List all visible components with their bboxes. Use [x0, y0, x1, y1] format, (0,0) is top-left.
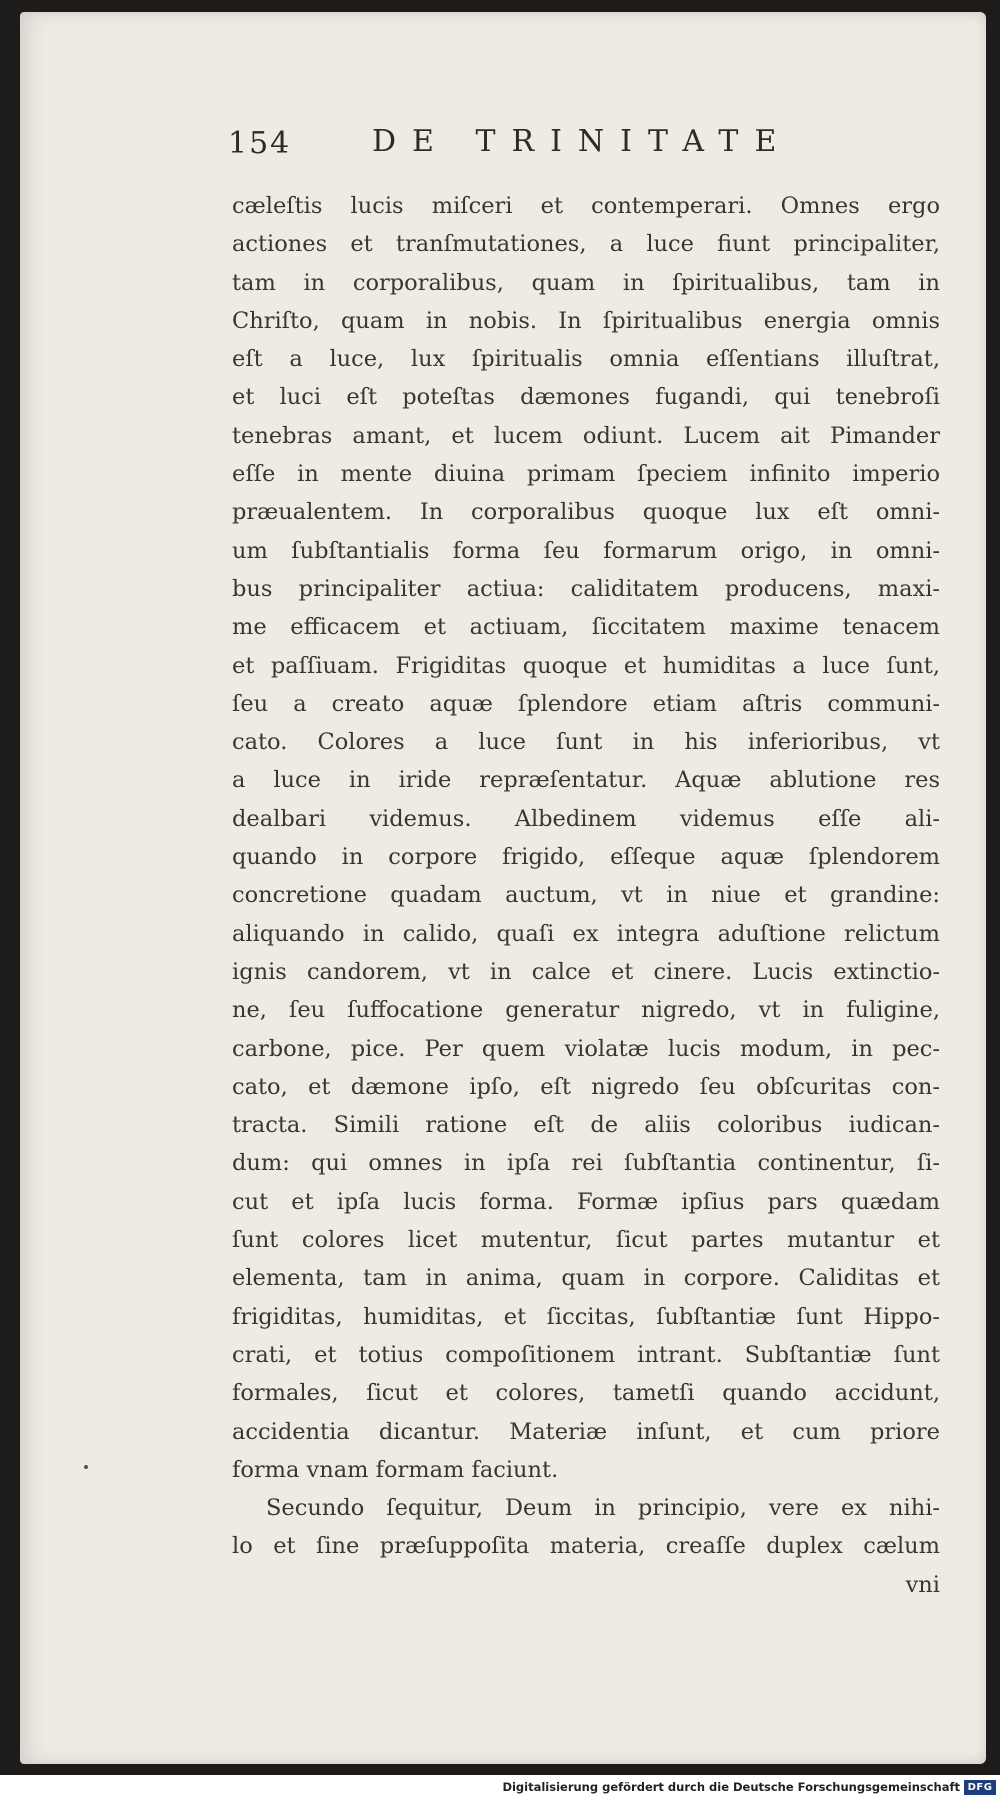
text-line: præualentem. In corporalibus quoque lux eſt omni-	[232, 499, 940, 526]
text-line: bus principaliter actiua: caliditatem producens, maxi-	[232, 575, 940, 602]
text-line: quando in corpore frigido, eſſeque aquæ ſplendorem	[232, 844, 940, 871]
text-line: crati, et totius compoſitionem intrant. Subſtantiæ ſunt	[232, 1341, 940, 1368]
text-line: accidentia dicantur. Materiæ inſunt, et cum priore	[232, 1418, 940, 1445]
text-line: et paſſiuam. Frigiditas quoque et humiditas a luce ſunt,	[232, 652, 940, 679]
text-line: eſſe in mente diuina primam ſpeciem infinito imperio	[232, 461, 940, 488]
text-line: me efficacem et actiuam, ſiccitatem maxime tenacem	[232, 614, 940, 641]
text-line: eſt a luce, lux ſpiritualis omnia eſſentians illuſtrat,	[232, 346, 940, 373]
text-line: forma vnam formam faciunt.	[232, 1456, 559, 1483]
text-line: et luci eſt poteſtas dæmones fugandi, qui tenebroſi	[232, 384, 940, 411]
text-line: um ſubſtantialis forma ſeu formarum origo, in omni-	[232, 537, 940, 564]
text-line: cut et ipſa lucis forma. Formæ ipſius pars quædam	[232, 1188, 940, 1215]
text-line: cato. Colores a luce ſunt in his inferioribus, vt	[232, 729, 940, 756]
text-line: ſeu a creato aquæ ſplendore etiam aſtris communi-	[232, 690, 940, 717]
text-line: cato, et dæmone ipſo, eſt nigredo ſeu obſcuritas con-	[232, 1073, 940, 1100]
dfg-logo: DFG	[964, 1780, 996, 1795]
paragraph-start-line: Secundo ſequitur, Deum in principio, vere ex nihi-	[266, 1495, 940, 1522]
text-line: dealbari videmus. Albedinem videmus eſſe ali-	[232, 805, 940, 832]
page-number: 154	[228, 126, 292, 161]
footer-bar	[0, 1775, 1000, 1803]
page-header	[228, 120, 808, 160]
footer-credit: Digitalisierung gefördert durch die Deutsche Forschungsgemeinschaft	[502, 1780, 960, 1794]
text-line: Chriſto, quam in nobis. In ſpiritualibus energia omnis	[232, 307, 940, 334]
text-line: concretione quadam auctum, vt in niue et grandine:	[232, 882, 940, 909]
text-line: cæleſtis lucis miſceri et contemperari. Omnes ergo	[232, 193, 940, 219]
text-line: tam in corporalibus, quam in ſpiritualibus, tam in	[232, 269, 940, 296]
body-text	[232, 187, 940, 1604]
text-line: aliquando in calido, quaſi ex integra aduſtione relictum	[232, 920, 940, 947]
text-line: carbone, pice. Per quem violatæ lucis modum, in pec-	[232, 1035, 940, 1062]
text-line: frigiditas, humiditas, et ſiccitas, ſubſtantiæ ſunt Hippo-	[232, 1303, 940, 1330]
text-line: lo et ſine præſuppoſita materia, creaſſe duplex cælum	[232, 1533, 940, 1560]
text-line: ne, ſeu ſuffocatione generatur nigredo, vt in fuligine,	[232, 997, 940, 1024]
text-line: actiones et tranſmutationes, a luce fiunt principaliter,	[232, 231, 940, 258]
text-line: tracta. Simili ratione eſt de aliis coloribus iudican-	[232, 1112, 940, 1139]
text-line: tenebras amant, et lucem odiunt. Lucem ait Pimander	[232, 422, 940, 449]
text-line: formales, ſicut et colores, tametſi quando accidunt,	[232, 1380, 940, 1407]
book-page	[20, 12, 986, 1764]
paper-speck	[84, 1465, 88, 1469]
text-line: ſunt colores licet mutentur, ſicut partes mutantur et	[232, 1227, 940, 1254]
text-line: elementa, tam in anima, quam in corpore. Caliditas et	[232, 1265, 940, 1292]
text-line: a luce in iride repræſentatur. Aquæ ablutione res	[232, 767, 940, 794]
catchword: vni	[905, 1571, 940, 1598]
running-title: DE TRINITATE	[372, 124, 793, 159]
text-line: ignis candorem, vt in calce et cinere. Lucis extinctio-	[232, 958, 940, 985]
text-line: dum: qui omnes in ipſa rei ſubſtantia continentur, ſi-	[232, 1150, 940, 1177]
